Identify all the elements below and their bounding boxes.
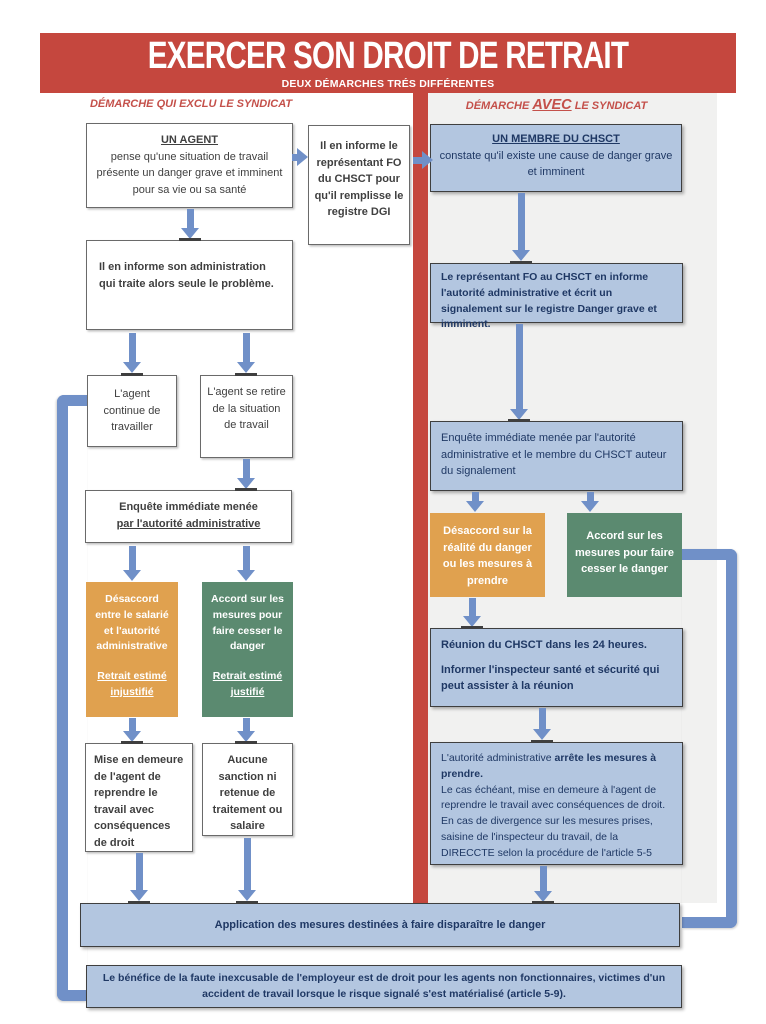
node-application-mesures: Application des mesures destinées à faire disparaître le danger xyxy=(80,903,680,947)
node-desaccord-droite: Désaccord sur la réalité du danger ou les mesures à prendre xyxy=(430,513,545,597)
node-mise-en-demeure: Mise en demeure de l'agent de reprendre le travail avec conséquences de droit xyxy=(85,743,193,852)
node-enquete-gauche-line2: par l'autorité administrative xyxy=(116,517,261,530)
page-title: EXERCER SON DROIT DE RETRAIT xyxy=(147,34,629,77)
flow-arrow xyxy=(238,838,256,901)
node-agent-retire: L'agent se retire de la situation de travail xyxy=(200,375,293,458)
flow-arrow xyxy=(581,492,599,512)
node-aucune-sanction: Aucune sanction ni retenue de traitement ou salaire xyxy=(202,743,293,836)
arrow-tick xyxy=(179,238,201,241)
arrow-tick xyxy=(235,488,257,491)
flow-arrow xyxy=(534,866,552,902)
arrow-tick xyxy=(121,741,143,744)
node-un-agent xyxy=(86,123,293,208)
node-desaccord-gauche-note: Retrait estimé injustifié xyxy=(97,670,167,698)
arrow-tick xyxy=(531,740,553,743)
node-autorite-line2: Le cas échéant, mise en demeure à l'agent de reprendre le travail avec conséquences de droit. xyxy=(441,783,666,812)
node-reunion-line2: Informer l'inspecteur santé et sécurité qui peut assister à la réunion xyxy=(441,663,660,692)
flow-arrow xyxy=(123,718,141,742)
arrow-tick xyxy=(461,626,483,629)
flow-arrow xyxy=(510,324,528,420)
node-accord-gauche-note: Retrait estimé justifié xyxy=(212,670,283,698)
arrow-tick xyxy=(510,261,532,264)
flow-arrow xyxy=(123,546,141,581)
node-un-agent-body: pense qu'une situation de travail présente un danger grave et imminent pour sa vie ou sa santé xyxy=(96,150,283,196)
node-membre-chsct xyxy=(430,124,682,192)
flow-arrow-fo-to-membre xyxy=(413,151,433,169)
node-autorite-line1 xyxy=(441,751,672,783)
arrow-tick xyxy=(532,901,554,904)
arrow-tick xyxy=(236,901,258,904)
arrow-tick xyxy=(121,373,143,376)
arrow-tick xyxy=(235,741,257,744)
right-column-heading xyxy=(430,97,683,113)
node-autorite-line3: En cas de divergence sur les mesures prises, saisine de l'inspecteur du travail, de la DIRECCTE selon la procédure de l'article 5-5 xyxy=(441,815,653,859)
flow-arrow xyxy=(237,546,255,581)
left-column-heading: DÉMARCHE QUI EXCLU LE SYNDICAT xyxy=(89,98,293,110)
flow-arrow xyxy=(237,718,255,742)
node-enquete-droite: Enquête immédiate menée par l'autorité administrative et le membre du CHSCT auteur du signalement xyxy=(430,421,683,491)
title-banner xyxy=(40,33,736,93)
right-heading-pre: DÉMARCHE xyxy=(465,100,530,112)
connector-accord-to-application xyxy=(682,549,737,928)
node-desaccord-gauche xyxy=(86,582,178,717)
node-accord-droite: Accord sur les mesures pour faire cesser le danger xyxy=(567,513,682,597)
flow-arrow-agent-to-fo xyxy=(292,148,308,166)
node-agent-continue: L'agent continue de travailler xyxy=(87,375,177,447)
page-subtitle: DEUX DÉMARCHES TRÉS DIFFÉRENTES xyxy=(281,77,495,90)
node-membre-chsct-title: UN MEMBRE DU CHSCT xyxy=(492,133,620,145)
node-enquete-gauche-line1: Enquête immédiate menée xyxy=(119,501,258,513)
flow-arrow xyxy=(237,333,255,373)
arrow-tick xyxy=(235,373,257,376)
node-benefice-faute: Le bénéfice de la faute inexcusable de l'employeur est de droit pour les agents non fonctionnaires, victimes d'un accident de travail lorsque le risque signalé s'est matérialisé (article 5-9). xyxy=(86,965,682,1008)
node-informe-fo: Il en informe le représentant FO du CHSCT pour qu'il remplisse le registre DGI xyxy=(308,125,410,245)
flow-arrow xyxy=(123,333,141,373)
node-enquete-gauche xyxy=(85,490,292,543)
node-membre-chsct-body: constate qu'il existe une cause de danger grave et imminent xyxy=(439,149,673,178)
node-accord-gauche xyxy=(202,582,293,717)
flow-arrow xyxy=(466,492,484,512)
flow-arrow xyxy=(237,459,255,489)
flow-arrow xyxy=(533,708,551,740)
node-autorite-mesures xyxy=(430,742,683,865)
node-un-agent-title: UN AGENT xyxy=(160,134,219,146)
node-reunion-chsct xyxy=(430,628,683,707)
flow-arrow xyxy=(512,193,530,261)
flow-arrow xyxy=(463,598,481,627)
node-autorite-intro: L'autorité administrative xyxy=(441,752,552,764)
node-accord-gauche-body: Accord sur les mesures pour faire cesser le danger xyxy=(211,593,284,653)
column-divider xyxy=(413,93,428,903)
node-administration: Il en informe son administration qui traite alors seule le problème. xyxy=(86,240,293,330)
node-autorite-bold: arrête les mesures à prendre. xyxy=(441,752,657,780)
flow-arrow xyxy=(181,209,199,239)
arrow-tick xyxy=(128,901,150,904)
right-heading-avec: AVEC xyxy=(532,97,572,113)
node-reunion-line1: Réunion du CHSCT dans les 24 heures. xyxy=(441,639,647,651)
flow-arrow xyxy=(130,853,148,901)
node-desaccord-gauche-body: Désaccord entre le salarié et l'autorité administrative xyxy=(95,593,169,653)
arrow-tick xyxy=(508,419,530,422)
right-heading-post: LE SYNDICAT xyxy=(574,100,648,112)
node-representant-fo: Le représentant FO au CHSCT en informe l'autorité administrative et écrit un signalement sur le registre Danger grave et imminent. xyxy=(430,263,683,323)
